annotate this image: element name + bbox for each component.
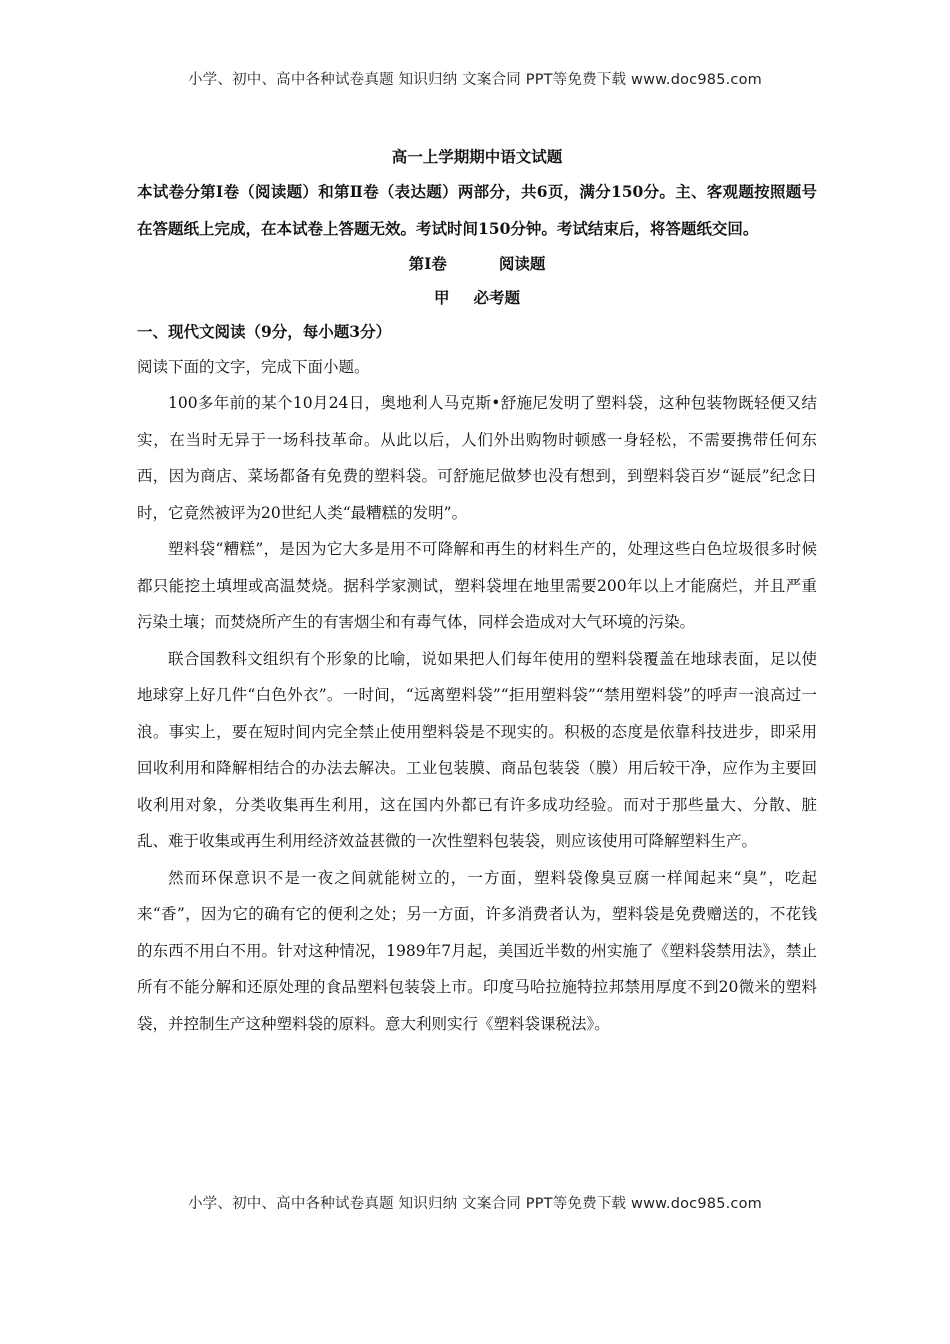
exam-title: 高一上学期期中语文试题 xyxy=(391,147,563,166)
volume-heading xyxy=(137,247,817,281)
part-heading xyxy=(137,281,817,315)
passage-paragraph-2: 塑料袋“糟糕”，是因为它大多是用不可降解和再生的材料生产的，处理这些白色垃圾很多时候都只能挖土填埋或高温焚烧。据科学家测试，塑料袋埋在地里需要200年以上才能腐烂，并且严重污染土壤；而焚烧所产生的有害烟尘和有毒气体，同样会造成对大气环境的污染。 xyxy=(137,540,817,631)
section-heading: 一、现代文阅读（9分，每小题3分） xyxy=(137,322,392,341)
exam-document xyxy=(137,145,817,1042)
page-footer-watermark: 小学、初中、高中各种试卷真题 知识归纳 文案合同 PPT等免费下载 www.doc985.com xyxy=(187,1196,763,1212)
passage-paragraph-3: 联合国教科文组织有个形象的比喻，说如果把人们每年使用的塑料袋覆盖在地球表面，足以使地球穿上好几件“白色外衣”。一时间，“远离塑料袋”“拒用塑料袋”“禁用塑料袋”的呼声一浪高过一浪。事实上，要在短时间内完全禁止使用塑料袋是不现实的。积极的态度是依靠科技进步，即采用回收利用和降解相结合的办法去解决。工业包装膜、商品包装袋（膜）用后较干净，应作为主要回收利用对象，分类收集再生利用，这在国内外都已有许多成功经验。而对于那些量大、分散、脏乱、难于收集或再生利用经济效益甚微的一次性塑料包装袋，则应该使用可降解塑料生产。 xyxy=(137,649,817,850)
volume-number: 第Ⅰ卷 xyxy=(408,254,447,273)
exam-instructions: 本试卷分第Ⅰ卷（阅读题）和第Ⅱ卷（表达题）两部分，共6页，满分150分。主、客观题按照题号在答题纸上完成，在本试卷上答题无效。考试时间150分钟。考试结束后，将答题纸交回。 xyxy=(137,182,817,238)
reading-instruction: 阅读下面的文字，完成下面小题。 xyxy=(137,358,370,376)
part-label: 甲 xyxy=(433,288,450,307)
passage-paragraph-4: 然而环保意识不是一夜之间就能树立的，一方面，塑料袋像臭豆腐一样闻起来“臭”，吃起来“香”，因为它的确有它的便利之处；另一方面，许多消费者认为，塑料袋是免费赠送的，不花钱的东西不用白不用。针对这种情况，1989年7月起，美国近半数的州实施了《塑料袋禁用法》，禁止所有不能分解和还原处理的食品塑料包装袋上市。印度马哈拉施特拉邦禁用厚度不到20微米的塑料袋，并控制生产这种塑料袋的原料。意大利则实行《塑料袋课税法》。 xyxy=(137,868,817,1033)
part-title: 必考题 xyxy=(473,288,521,307)
passage-paragraph-1: 100多年前的某个10月24日，奥地利人马克斯•舒施尼发明了塑料袋，这种包装物既轻便又结实，在当时无异于一场科技革命。从此以后，人们外出购物时顿感一身轻松，不需要携带任何东西，因为商店、菜场都备有免费的塑料袋。可舒施尼做梦也没有想到，到塑料袋百岁“诞辰”纪念日时，它竟然被评为20世纪人类“最糟糕的发明”。 xyxy=(137,394,817,522)
page-header-watermark: 小学、初中、高中各种试卷真题 知识归纳 文案合同 PPT等免费下载 www.doc985.com xyxy=(187,72,763,88)
volume-title: 阅读题 xyxy=(498,254,546,273)
